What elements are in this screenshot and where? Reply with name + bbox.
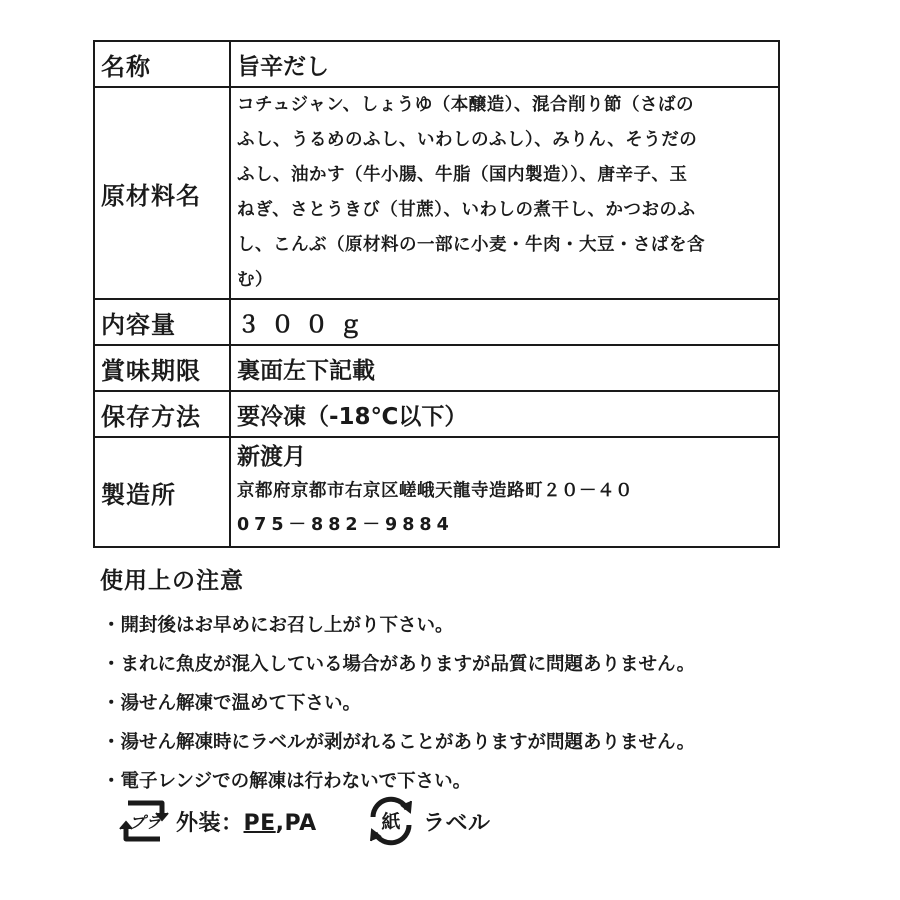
caution-list [102, 606, 695, 801]
ingredients-line: ねぎ、さとうきび（甘蔗）、いわしの煮干し、かつおのふ [237, 200, 696, 220]
ingredients-line: む） [237, 270, 273, 290]
row-maker [94, 437, 779, 547]
plastic-prefix: 外装： [176, 810, 244, 836]
row-name [94, 41, 779, 87]
maker-value [230, 437, 779, 547]
ingredients-line: ふし、油かす（牛小腸、牛脂（国内製造））、唐辛子、玉 [237, 165, 688, 185]
maker-label: 製造所 [94, 437, 230, 547]
expiry-label: 賞味期限 [94, 345, 230, 391]
storage-value: 要冷凍（-18℃以下） [230, 391, 779, 437]
plastic-recycle-mark [116, 795, 317, 847]
storage-label: 保存方法 [94, 391, 230, 437]
expiry-value: 裏面左下記載 [230, 345, 779, 391]
ingredients-line: ふし、うるめのふし、いわしのふし）、みりん、そうだの [237, 130, 698, 150]
paper-mark-text: 紙 [381, 811, 401, 833]
paper-recycle-text: ラベル [423, 810, 491, 836]
row-volume [94, 299, 779, 345]
volume-value: ３００ｇ [230, 299, 779, 345]
maker-address: 京都府京都市右京区嵯峨天龍寺造路町２０－４０ [237, 481, 633, 501]
volume-label: 内容量 [94, 299, 230, 345]
row-ingredients [94, 87, 779, 299]
plastic-material-pa: PA [284, 810, 317, 836]
maker-phone: 075－882－9884 [237, 515, 454, 535]
food-label-table [93, 40, 780, 548]
caution-item: ・湯せん解凍時にラベルが剥がれることがありますが問題ありません。 [102, 732, 696, 753]
plastic-material-separator: , [275, 810, 285, 836]
maker-name: 新渡月 [237, 444, 306, 470]
row-expiry [94, 345, 779, 391]
caution-item: ・湯せん解凍で温めて下さい。 [102, 693, 362, 714]
plastic-recycle-text [176, 806, 317, 837]
plastic-mark-text: プラ [128, 813, 162, 832]
plastic-recycle-icon [116, 795, 172, 847]
row-storage [94, 391, 779, 437]
paper-recycle-mark [363, 795, 491, 847]
ingredients-value [230, 87, 779, 299]
caution-item: ・まれに魚皮が混入している場合がありますが品質に問題ありません。 [102, 654, 696, 675]
paper-recycle-icon [363, 795, 419, 847]
name-label: 名称 [94, 41, 230, 87]
caution-item: ・開封後はお早めにお召し上がり下さい。 [102, 615, 454, 636]
caution-title: 使用上の注意 [100, 568, 244, 594]
caution-item: ・電子レンジでの解凍は行わないで下さい。 [102, 771, 472, 792]
ingredients-label: 原材料名 [94, 87, 230, 299]
ingredients-line: し、こんぶ（原材料の一部に小麦・牛肉・大豆・さばを含 [237, 235, 705, 255]
ingredients-line: コチュジャン、しょうゆ（本醸造）、混合削り節（さばの [237, 95, 694, 115]
name-value: 旨辛だし [230, 41, 779, 87]
plastic-material-pe: PE [243, 810, 276, 836]
